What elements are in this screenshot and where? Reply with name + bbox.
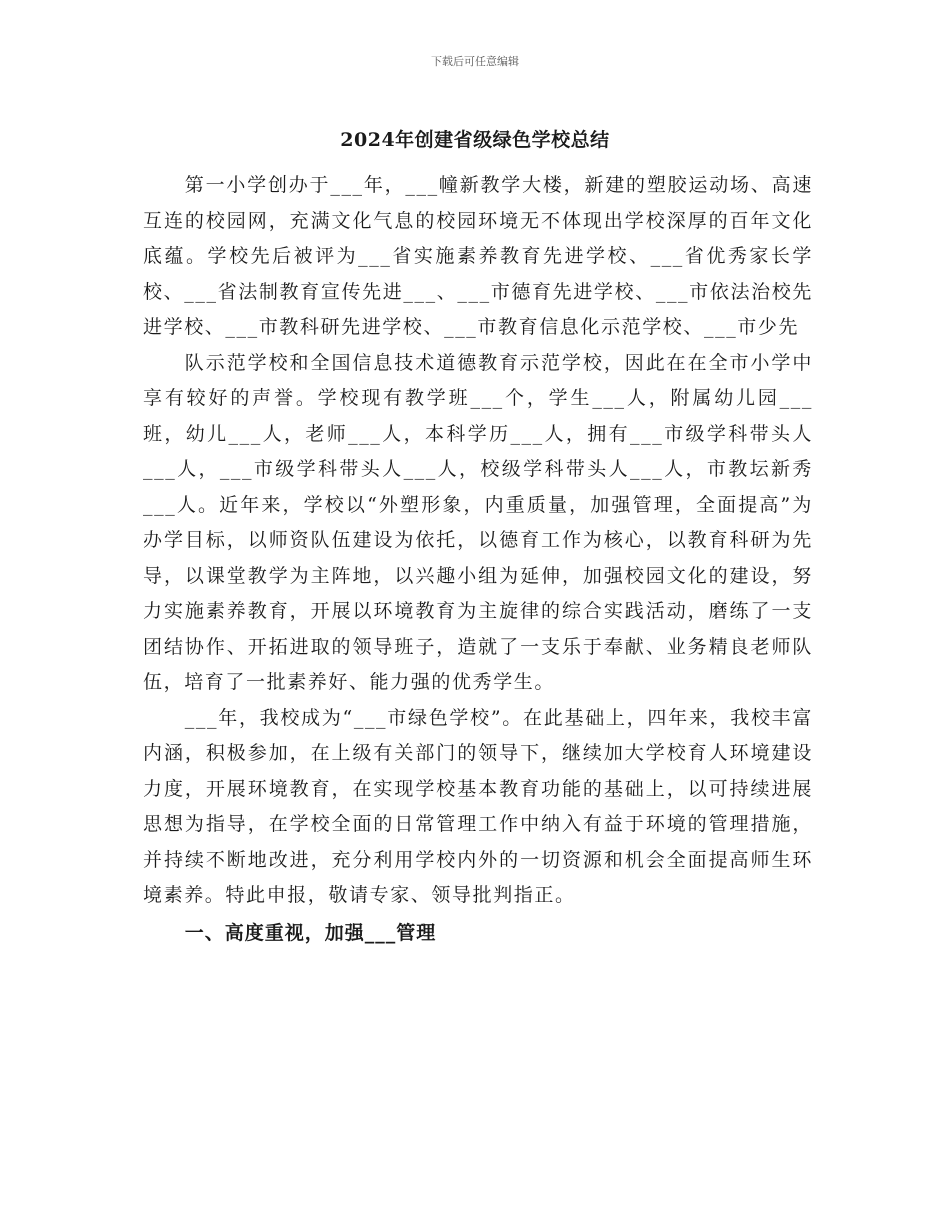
paragraph: 队示范学校和全国信息技术道德教育示范学校，因此在在全市小学中享有较好的声誉。学校现有教学班___个，学生___人，附属幼儿园___班，幼儿___人，老师___人，本科学历___人，拥有___市级学科带头人___人，___市级学科带头人___人，校级学科带头人___人，市教坛新秀___人。近年来，学校以“外塑形象，内重质量，加强管理，全面提高”为办学目标，以师资队伍建设为依托，以德育工作为核心，以教育科研为先导，以课堂教学为主阵地，以兴趣小组为延伸，加强校园文化的建设，努力实施素养教育，开展以环境教育为主旋律的综合实践活动，磨练了一支团结协作、开拓进取的领导班子，造就了一支乐于奉献、业务精良老师队伍，培育了一批素养好、能力强的优秀学生。 bbox=[143, 351, 813, 693]
header-note: 下载后可任意编辑 bbox=[431, 55, 519, 68]
paragraph: 第一小学创办于___年，___幢新教学大楼，新建的塑胶运动场、高速互连的校园网，充满文化气息的校园环境无不体现出学校深厚的百年文化底蕴。学校先后被评为___省实施素养教育先进学校、___省优秀家长学校、___省法制教育宣传先进___、___市德育先进学校、___市依法治校先进学校、___市教科研先进学校、___市教育信息化示范学校、___市少先 bbox=[143, 174, 813, 338]
document-title: 2024年创建省级绿色学校总结 bbox=[340, 129, 610, 151]
section-heading: 一、高度重视，加强___管理 bbox=[184, 921, 437, 944]
document-body bbox=[143, 168, 813, 951]
paragraph: ___年，我校成为“___市绿色学校”。在此基础上，四年来，我校丰富内涵，积极参加，在上级有关部门的领导下，继续加大学校育人环境建设力度，开展环境教育，在实现学校基本教育功能的基础上，以可持续进展思想为指导，在学校全面的日常管理工作中纳入有益于环境的管理措施，并持续不断地改进，充分利用学校内外的一切资源和机会全面提高师生环境素养。特此申报，敬请专家、领导批判指正。 bbox=[143, 706, 813, 906]
